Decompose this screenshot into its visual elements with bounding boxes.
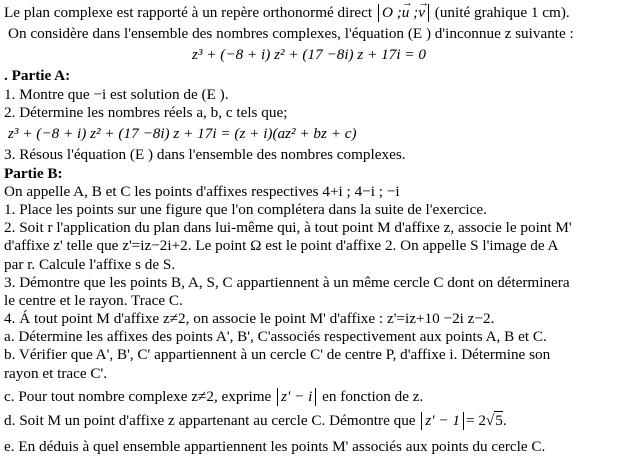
part-b-q2-line1: 2. Soit r l'application du plan dans lui-même qui, à tout point M d'affixe z, associe le point M' — [4, 219, 572, 236]
part-b-q4d: d. Soit M un point d'affixe z appartenant au cercle C. Démontre que z' − 1 = 2√5. — [4, 412, 507, 429]
q4c-text-end: en fonction de z. — [322, 388, 424, 405]
part-a-q1: 1. Montre que −i est solution de (E ). — [4, 86, 229, 103]
part-a-title: . Partie A: — [4, 67, 71, 84]
intro-text-1a: Le plan complexe est rapporté à un repère orthonormé direct — [4, 4, 373, 21]
part-b-q4e: e. En déduis à quel ensemble appartiennent les points M' associés aux points du cercle C. — [4, 438, 546, 455]
part-a-q2: 2. Détermine les nombres réels a, b, c tels que; — [4, 104, 288, 121]
part-b-q1: 1. Place les points sur une figure que l'on complétera dans la suite de l'exercice. — [4, 201, 487, 218]
vector-u: → u — [402, 4, 410, 22]
part-b-q4b-line1: b. Vérifier que A', B', C' appartiennent à un cercle C' de centre P, d'affixe i. Détermine son — [4, 346, 551, 363]
q4d-text: d. Soit M un point d'affixe z appartenant au cercle C. Démontre que — [4, 412, 416, 429]
frame-origin: O — [381, 4, 393, 21]
intro-line-2: On considère dans l'ensemble des nombres complexes, l'équation (E ) d'inconnue z suivante : — [8, 25, 574, 42]
part-b-q3-line2: le centre et le rayon. Trace C. — [4, 292, 183, 309]
q4c-text: c. Pour tout nombre complexe z≠2, exprime — [4, 388, 272, 405]
intro-text-1b: (unité grahique 1 cm). — [434, 4, 570, 21]
part-b-q4b-line2: rayon et trace C'. — [4, 365, 108, 382]
part-b-title: Partie B: — [4, 165, 63, 182]
vector-v: → v — [418, 4, 425, 22]
q4d-equals: = 2 — [465, 412, 486, 429]
part-b-q2-line3: par r. Calcule l'affixe s de S. — [4, 256, 176, 273]
intro-line-1 — [4, 4, 570, 22]
part-b-intro: On appelle A, B et C les points d'affixes respectives 4+i ; 4−i ; −i — [4, 183, 400, 200]
part-b-q2-line2: d'affixe z' telle que z'=iz−2i+2. Le point Ω est le point d'affixe 2. On appelle S l'image de A — [4, 237, 559, 254]
q4c-modulus: z' − i — [277, 388, 316, 406]
q4d-sqrt: 5 — [495, 412, 503, 429]
part-a-q3: 3. Résous l'équation (E ) dans l'ensemble des nombres complexes. — [4, 146, 406, 163]
part-b-q4c — [4, 388, 423, 406]
q4d-modulus: z' − 1 — [421, 412, 464, 430]
equation-E: z³ + (−8 + i) z² + (17 −8i) z + 17i = 0 — [192, 46, 426, 63]
frame-notation: O ;→ u ;→ v — [378, 4, 429, 22]
part-a-q2-equation: z³ + (−8 + i) z² + (17 −8i) z + 17i = (z + i)(az² + bz + c) — [8, 125, 357, 142]
part-b-q3-line1: 3. Démontre que les points B, A, S, C appartiennent à un même cercle C dont on déterminera — [4, 274, 570, 291]
part-b-q4a: a. Détermine les affixes des points A', B', C'associés respectivement aux points A, B et C. — [4, 328, 547, 345]
q4d-end: . — [502, 412, 507, 429]
part-b-q4: 4. Á tout point M d'affixe z≠2, on associe le point M' d'affixe : z'=iz+10 −2i z−2. — [4, 310, 495, 327]
